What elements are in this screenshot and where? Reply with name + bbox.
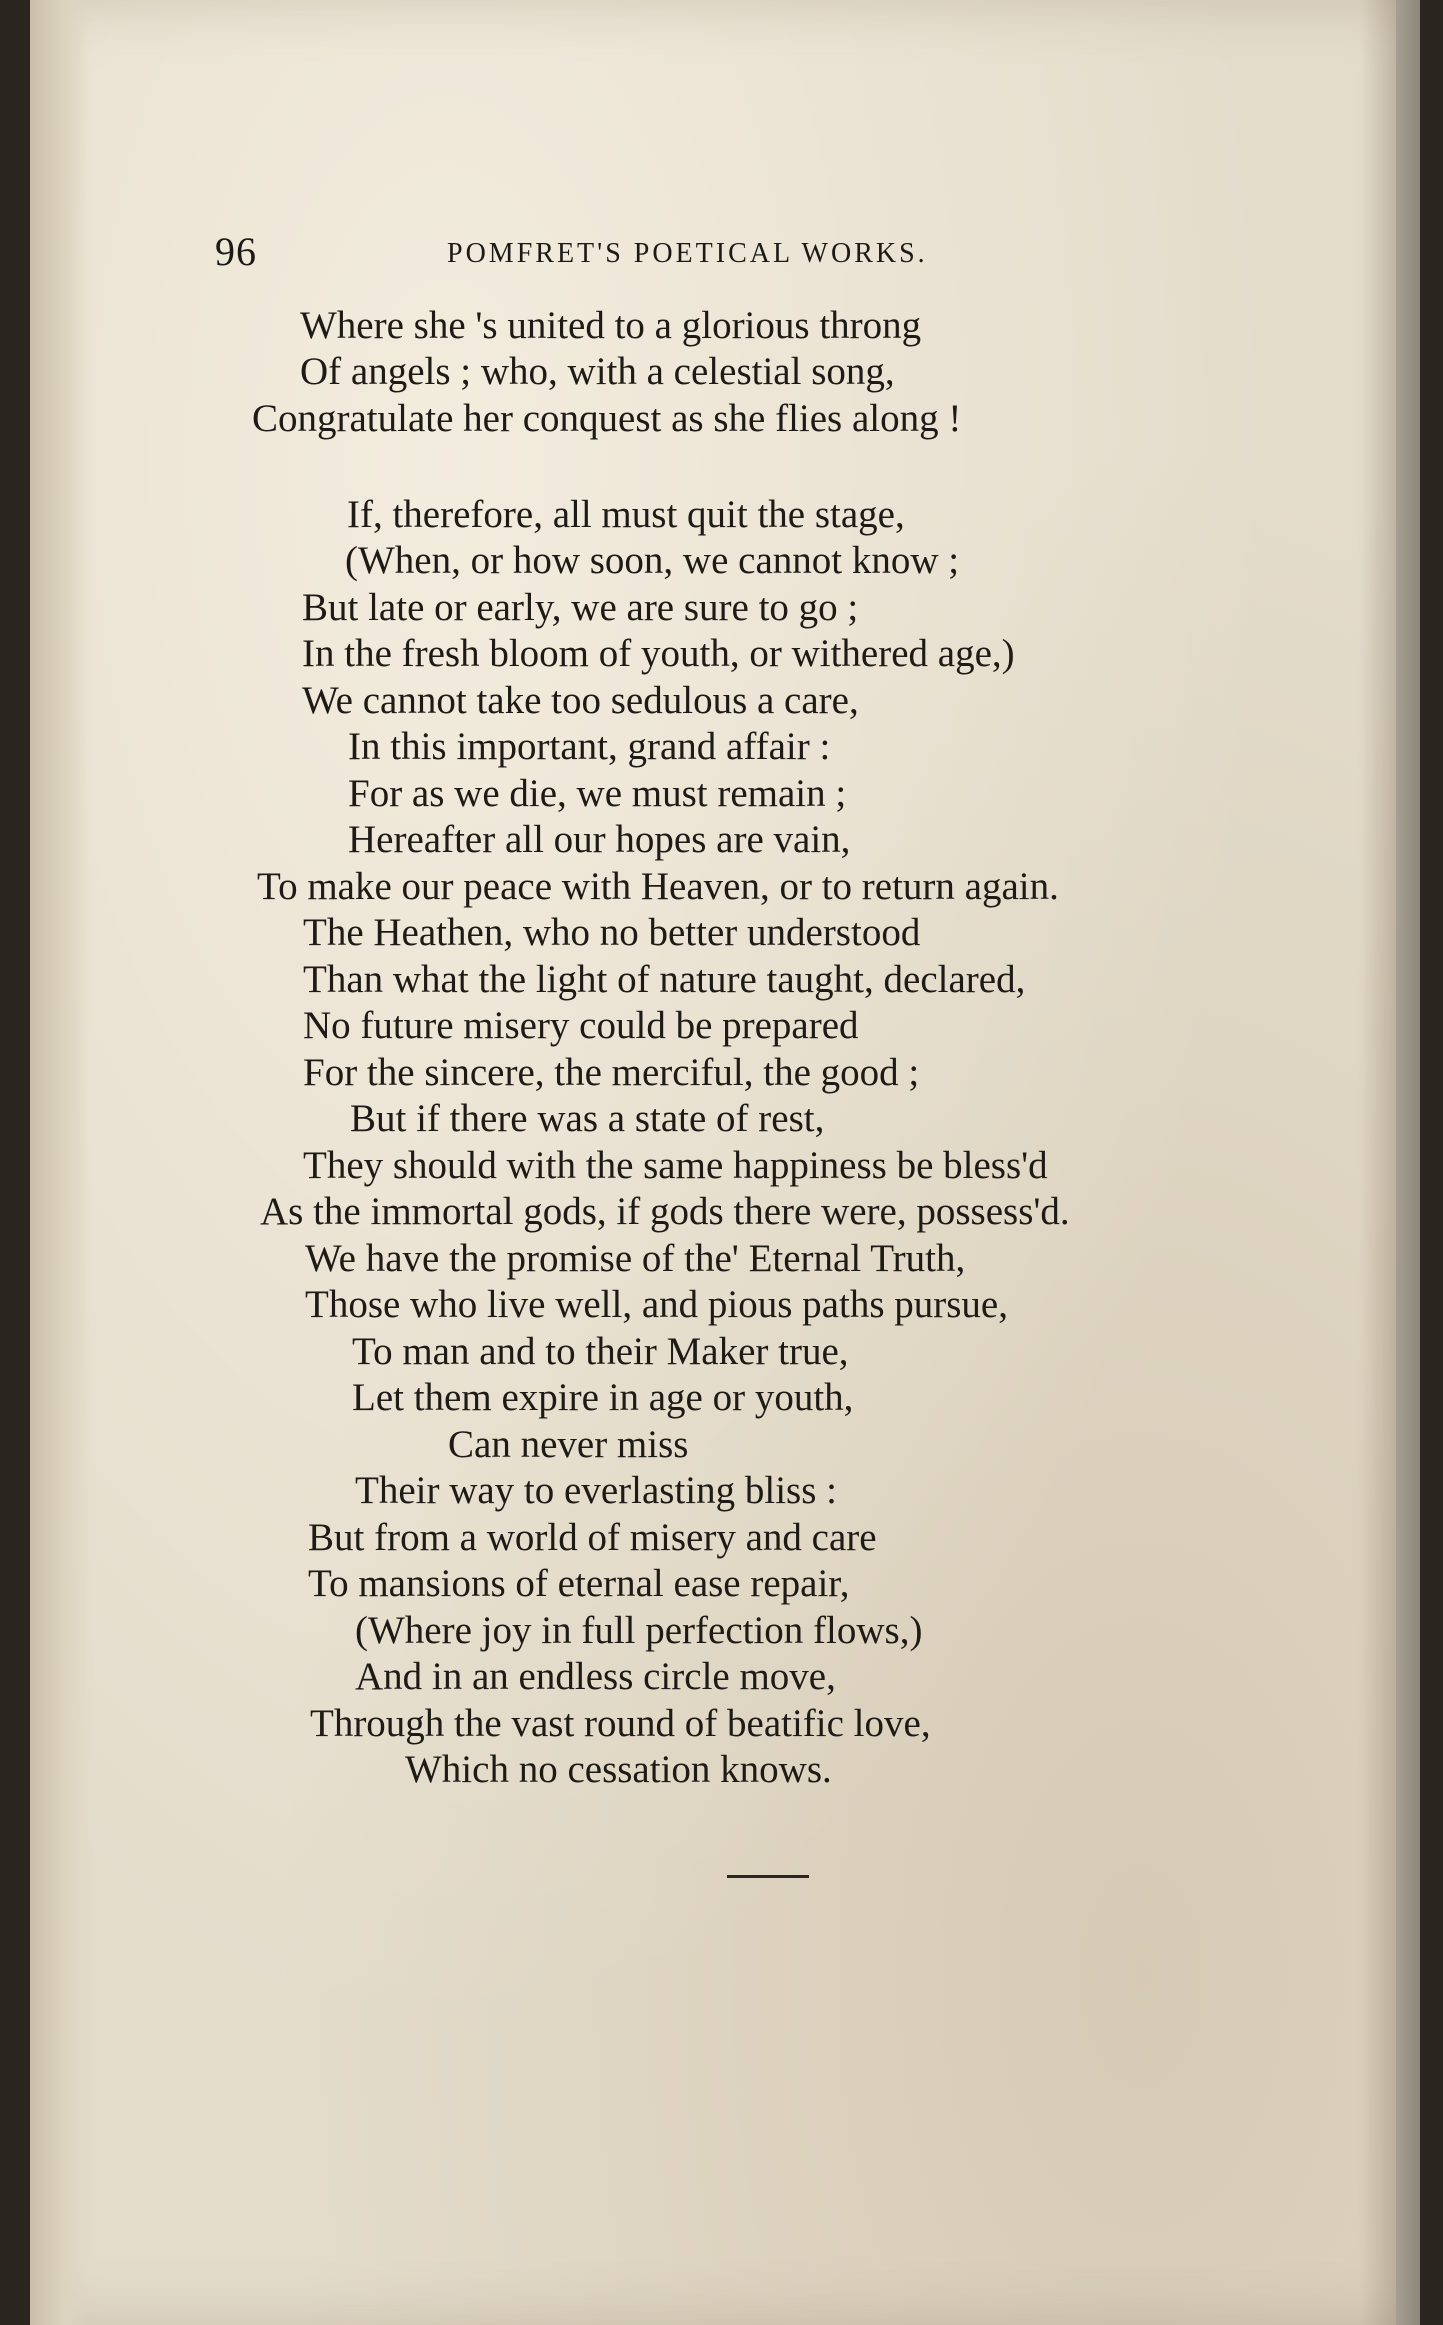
poem-line: Than what the light of nature taught, declared, <box>303 958 1026 1001</box>
poem-line: Congratulate her conquest as she flies along ! <box>252 397 962 440</box>
poem-line: We cannot take too sedulous a care, <box>302 679 859 722</box>
poem-line: Which no cessation knows. <box>405 1748 832 1791</box>
poem-line: Those who live well, and pious paths pursue, <box>305 1283 1008 1326</box>
poem-line: For as we die, we must remain ; <box>348 772 847 815</box>
poem-line: No future misery could be prepared <box>303 1004 859 1047</box>
poem-line: In the fresh bloom of youth, or withered age,) <box>302 632 1015 675</box>
poem-line: But late or early, we are sure to go ; <box>302 586 859 629</box>
poem-line: (When, or how soon, we cannot know ; <box>345 539 960 582</box>
poem-line: Can never miss <box>448 1423 689 1466</box>
page-number: 96 <box>215 229 257 274</box>
poem-line: The Heathen, who no better understood <box>303 911 921 954</box>
poem-line: Let them expire in age or youth, <box>352 1376 854 1419</box>
poem-line: (Where joy in full perfection flows,) <box>355 1609 923 1652</box>
poem-line: Of angels ; who, with a celestial song, <box>300 350 895 393</box>
poem-line: But from a world of misery and care <box>308 1516 877 1559</box>
poem-line: And in an endless circle move, <box>355 1655 836 1698</box>
poem-line: But if there was a state of rest, <box>350 1097 825 1140</box>
poem-line: They should with the same happiness be bless'd <box>303 1144 1048 1187</box>
poem-line: As the immortal gods, if gods there were, possess'd. <box>260 1190 1070 1233</box>
poem-line: Their way to everlasting bliss : <box>355 1469 837 1512</box>
poem-line: We have the promise of the' Eternal Truth, <box>305 1237 966 1280</box>
poem-line: For the sincere, the merciful, the good ; <box>303 1051 920 1094</box>
poem-line: Hereafter all our hopes are vain, <box>348 818 851 861</box>
poem-line: Where she 's united to a glorious throng <box>300 304 922 347</box>
poem-line: To man and to their Maker true, <box>352 1330 849 1373</box>
poem-line: To mansions of eternal ease repair, <box>308 1562 850 1605</box>
poem-line: If, therefore, all must quit the stage, <box>347 493 905 536</box>
poem-line: In this important, grand affair : <box>348 725 831 768</box>
poem-line: To make our peace with Heaven, or to return again. <box>257 865 1059 908</box>
poem-line: Through the vast round of beatific love, <box>310 1702 931 1745</box>
section-divider <box>727 1875 809 1878</box>
running-title: POMFRET'S POETICAL WORKS. <box>447 238 928 269</box>
